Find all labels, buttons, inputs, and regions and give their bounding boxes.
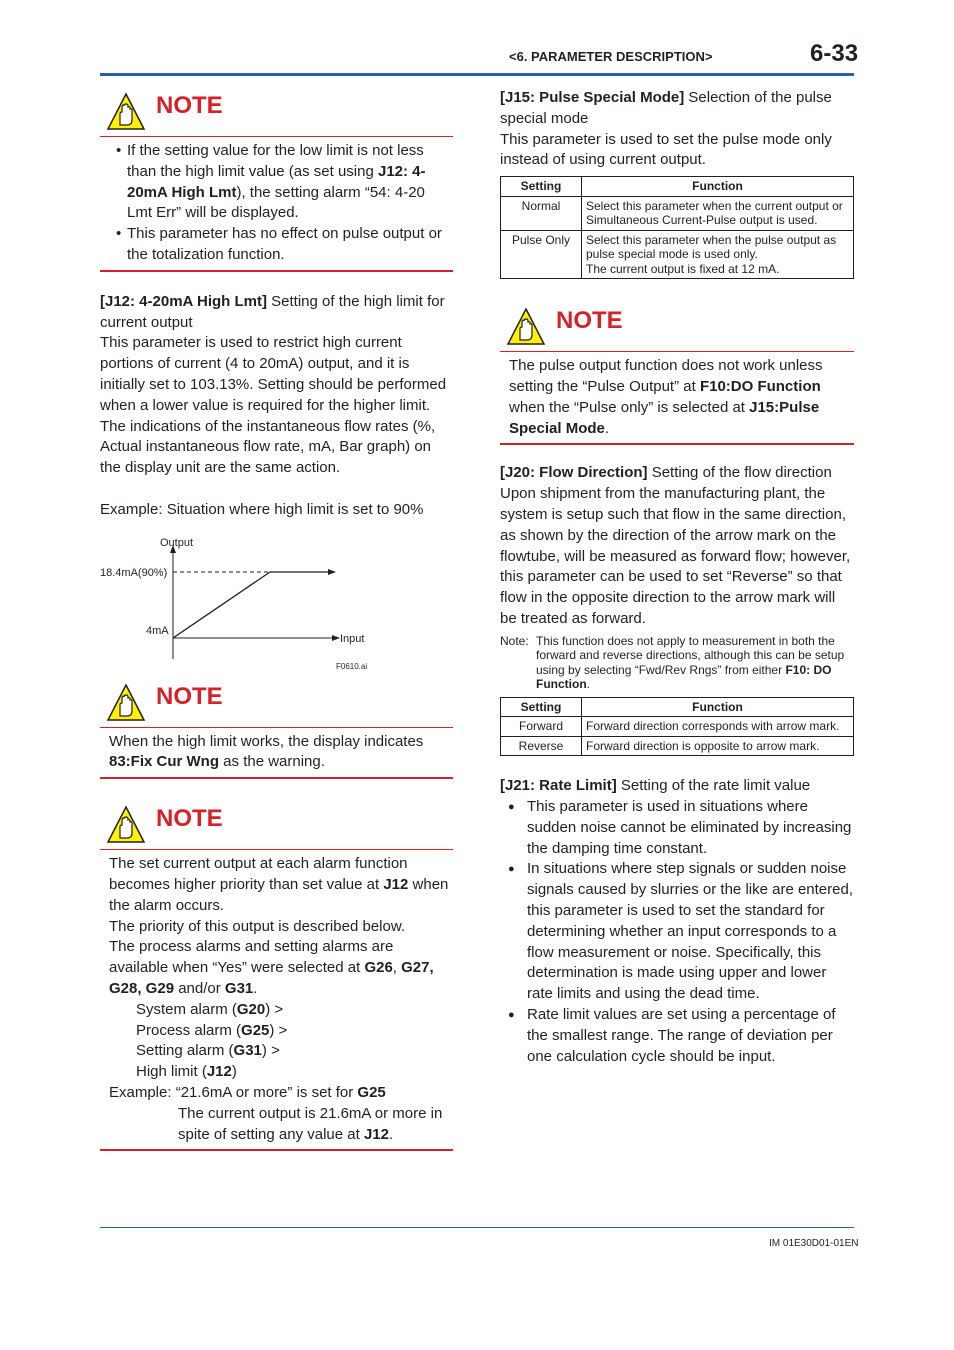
pulse-mode-table [500, 176, 854, 279]
table-cell: Forward direction corresponds with arrow mark. [582, 717, 854, 737]
table-cell: Select this parameter when the current output or Simultaneous Current-Pulse output is used. [582, 196, 854, 230]
table-row [501, 717, 854, 737]
note-title: NOTE [156, 805, 223, 833]
example-caption: Example: Situation where high limit is set to 90% [100, 500, 424, 518]
parameter-description: This parameter is used to restrict high current portions of current (4 to 20mA) output, and it is initially set to 103.13%. Setting should be performed when a lower value is required for the higher limit. The indications of the instantaneous flow rates (%, Actual instantaneous flow rate, mA, Bar graph) on the display unit are the same action. [100, 334, 447, 477]
parameter-heading: [J21: Rate Limit] Setting of the rate limit value [500, 777, 811, 795]
caution-hand-icon [106, 683, 146, 723]
x-axis-arrow [332, 635, 340, 641]
table-cell: Forward [501, 717, 582, 737]
parameter-description: This parameter is used to set the pulse mode only instead of using current output. [500, 130, 832, 169]
high-limit-label: 18.4mA(90%) [100, 566, 168, 579]
table-cell: Reverse [501, 736, 582, 756]
section-title: <6. PARAMETER DESCRIPTION> [509, 49, 713, 64]
table-header: Setting [501, 177, 582, 197]
list-item: ● In situations where step signals or sudden noise signals caused by slurries or the like are entered, this parameter is used to set the standard for determining whether an input corresponds to a flow measurement or noise. Specifically, this determination is made using upper and lower rate limits and using the dead time. [500, 859, 854, 1005]
parameter-heading: [J15: Pulse Special Mode] Selection of the pulse special mode [500, 89, 832, 127]
right-column [500, 88, 854, 1067]
output-arrow [328, 569, 336, 575]
note-box [100, 679, 453, 780]
table-header: Function [582, 697, 854, 717]
footer-rule [100, 1227, 854, 1228]
note-text: The priority of this output is described below. [109, 917, 405, 935]
figure-id: F0610.ai [336, 661, 368, 671]
note-box [500, 303, 854, 445]
table-row [501, 196, 854, 230]
priority-item: Setting alarm (G31) > [136, 1042, 280, 1060]
flow-direction-table [500, 697, 854, 757]
table-row [501, 736, 854, 756]
header-rule [100, 73, 854, 76]
note-title: NOTE [556, 307, 623, 335]
note-text: When the high limit works, the display indicates 83:Fix Cur Wng as the warning. [109, 732, 424, 771]
high-limit-chart [100, 521, 453, 671]
note-text: The pulse output function does not work unless setting the “Pulse Output” at F10:DO Function when the “Pulse only” is selected at J15:Pulse Special Mode. [509, 357, 823, 437]
example-text: Example: “21.6mA or more” is set for G25 [109, 1083, 386, 1101]
note-box [100, 801, 453, 1151]
list-item: ● Rate limit values are set using a percentage of the smallest range. The range of deviation per one calculation cycle should be input. [500, 1005, 854, 1067]
caution-hand-icon [106, 92, 146, 132]
page-number: 6-33 [810, 40, 859, 67]
example-text: The current output is 21.6mA or more in spite of setting any value at J12. [178, 1104, 443, 1143]
parameter-heading: [J20: Flow Direction] Setting of the flow direction [500, 464, 832, 482]
note-title: NOTE [156, 682, 223, 710]
table-cell: Pulse Only [501, 230, 582, 279]
parameter-heading: [J12: 4-20mA High Lmt] Setting of the high limit for current output [100, 292, 445, 331]
priority-item: System alarm (G20) > [136, 1000, 284, 1018]
priority-item: Process alarm (G25) > [136, 1021, 288, 1039]
document-id: IM 01E30D01-01EN [769, 1238, 859, 1249]
caution-hand-icon [506, 307, 546, 347]
low-limit-label: 4mA [146, 624, 169, 637]
y-axis-label: Output [160, 536, 194, 549]
parameter-description: Upon shipment from the manufacturing plant, the system is setup such that flow in the same direction, as shown by the direction of the arrow mark on the flowtube, will be measured as forward flow; however, this parameter can be used to set “Reverse” so that flow in the opposite direction to the arrow mark will be treated as forward. [500, 485, 851, 627]
table-header: Setting [501, 697, 582, 717]
output-ramp [173, 572, 270, 638]
footnote-label: Note: [500, 633, 529, 648]
note-text: The set current output at each alarm function becomes higher priority than set value at J12 when the alarm occurs. [109, 855, 449, 914]
caution-hand-icon [106, 805, 146, 845]
priority-item: High limit (J12) [136, 1063, 237, 1081]
table-cell: Forward direction is opposite to arrow mark. [582, 736, 854, 756]
list-item: • This parameter has no effect on pulse output or the totalization function. [100, 224, 453, 266]
table-header: Function [582, 177, 854, 197]
left-column [100, 88, 453, 1151]
note-box [100, 88, 453, 272]
table-cell: Select this parameter when the pulse output as pulse special mode is used only. The current output is fixed at 12 mA. [582, 230, 854, 279]
note-title: NOTE [156, 92, 223, 119]
table-row [501, 230, 854, 279]
table-cell: Normal [501, 196, 582, 230]
footnote: Note: This function does not apply to measurement in both the forward and reverse directions, although this can be setup using by selecting “Fwd/Rev Rngs” from either F10: DO Function. [500, 633, 845, 692]
list-item: • If the setting value for the low limit is not less than the high limit value (as set using J12: 4-20mA High Lmt), the setting alarm “54: 4-20 Lmt Err” will be displayed. [100, 141, 453, 224]
list-item: ● This parameter is used in situations where sudden noise cannot be eliminated by increasing the damping time constant. [500, 797, 854, 859]
x-axis-label: Input [340, 632, 365, 645]
note-text: The process alarms and setting alarms are available when “Yes” were selected at G26, G27, G28, G29 and/or G31. [109, 938, 434, 997]
